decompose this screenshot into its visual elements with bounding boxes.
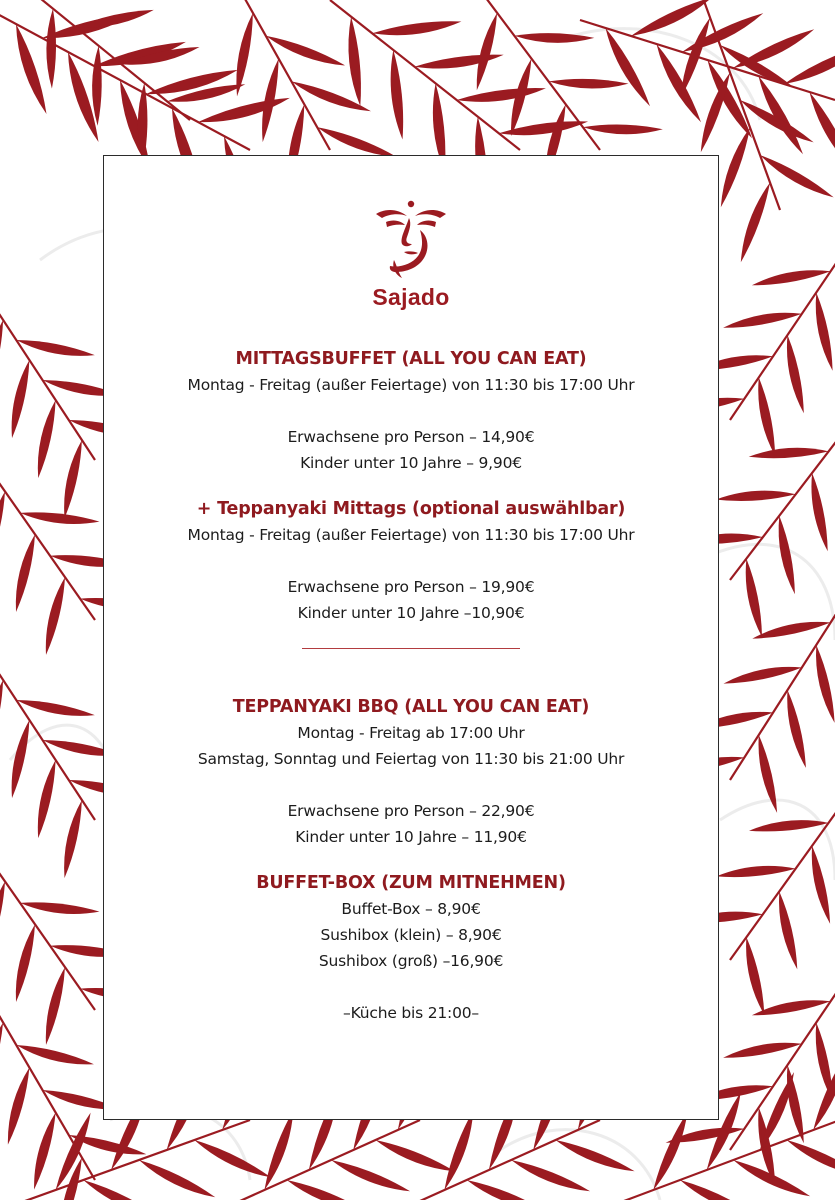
- price-adults: Erwachsene pro Person – 22,90€: [287, 802, 535, 820]
- section-hours: Montag - Freitag (außer Feiertage) von 11:30 bis 17:00 Uhr: [187, 376, 635, 394]
- divider: [302, 648, 520, 649]
- bamboo-leaf: [467, 1180, 546, 1200]
- bamboo-leaf: [816, 645, 835, 723]
- bamboo-leaf: [787, 335, 804, 413]
- bamboo-leaf: [236, 13, 253, 97]
- bamboo-leaf: [631, 0, 712, 36]
- bamboo-leaf: [194, 1140, 270, 1177]
- bamboo-leaf: [787, 690, 806, 768]
- bamboo-leaf: [391, 50, 404, 140]
- bamboo-leaf: [720, 45, 794, 87]
- section-hours: Montag - Freitag (außer Feiertage) von 11:30 bis 17:00 Uhr: [187, 526, 635, 544]
- bamboo-leaf: [723, 313, 802, 328]
- bamboo-leaf: [556, 1140, 635, 1171]
- menu-card: [103, 155, 719, 1120]
- price-children: Kinder unter 10 Jahre –10,90€: [297, 604, 525, 622]
- section-title: + Teppanyaki Mittags (optional auswählbar): [196, 499, 626, 519]
- price-adults: Erwachsene pro Person – 19,90€: [287, 578, 535, 596]
- section-hours: Montag - Freitag ab 17:00 Uhr: [297, 724, 525, 742]
- bamboo-leaf: [583, 125, 663, 135]
- bamboo-leaf: [34, 1113, 56, 1190]
- brand-name: Sajado: [372, 284, 450, 310]
- bamboo-leaf: [139, 1160, 215, 1197]
- bamboo-leaf: [83, 1180, 159, 1200]
- bamboo-leaf: [0, 881, 5, 959]
- bamboo-leaf: [16, 1045, 94, 1064]
- bamboo-leaf: [287, 1180, 366, 1200]
- bamboo-leaf: [20, 512, 100, 524]
- bamboo-leaf: [198, 98, 290, 122]
- box-item: Buffet-Box – 8,90€: [341, 900, 481, 918]
- bamboo-leaf: [758, 378, 775, 456]
- bamboo-leaf: [549, 79, 629, 89]
- bamboo-leaf: [92, 46, 102, 126]
- bamboo-leaf: [681, 18, 710, 98]
- bamboo-leaf: [746, 559, 762, 637]
- bamboo-leaf: [46, 9, 56, 89]
- bamboo-leaf: [8, 1068, 30, 1145]
- bamboo-leaf: [787, 1065, 804, 1143]
- bamboo-leaf: [46, 967, 65, 1045]
- bamboo-leaf: [331, 1160, 410, 1191]
- bamboo-leaf: [317, 127, 397, 157]
- bamboo-leaf: [0, 680, 3, 758]
- bamboo-leaf: [741, 183, 770, 263]
- bamboo-leaf: [12, 360, 30, 438]
- section-title: TEPPANYAKI BBQ (ALL YOU CAN EAT): [232, 697, 590, 717]
- bamboo-leaf: [779, 891, 797, 969]
- bamboo-leaf: [680, 1180, 757, 1200]
- bamboo-leaf: [716, 866, 796, 877]
- bamboo-leaf: [64, 440, 82, 518]
- bamboo-leaf: [16, 700, 95, 716]
- bamboo-leaf: [749, 820, 829, 831]
- bamboo-leaf: [0, 320, 3, 398]
- section-title: BUFFET-BOX (ZUM MITNEHMEN): [256, 873, 566, 893]
- bamboo-leaf: [779, 516, 795, 595]
- bamboo-leaf: [376, 1140, 455, 1171]
- bamboo-leaf: [38, 400, 56, 478]
- bamboo-leaf: [724, 667, 802, 684]
- section-teppanyaki-mittags: [104, 496, 718, 626]
- logo: [104, 200, 718, 280]
- bamboo-leaf: [721, 128, 750, 208]
- bamboo-leaf: [749, 448, 829, 458]
- kitchen-hours-note: –Küche bis 21:00–: [343, 1004, 479, 1022]
- bamboo-leaf: [811, 473, 827, 551]
- bamboo-leaf: [457, 88, 546, 102]
- bamboo-leaf: [348, 17, 361, 107]
- menu-content: [104, 346, 718, 1026]
- bamboo-leaf: [787, 1140, 835, 1176]
- bamboo-leaf: [64, 800, 82, 878]
- bamboo-leaf: [0, 1023, 3, 1100]
- box-item: Sushibox (groß) –16,90€: [318, 952, 504, 970]
- bamboo-leaf: [16, 534, 35, 612]
- bamboo-leaf: [723, 1043, 802, 1058]
- price-children: Kinder unter 10 Jahre – 9,90€: [300, 454, 522, 472]
- bamboo-leaf: [784, 45, 835, 84]
- bamboo-leaf: [76, 10, 154, 28]
- bamboo-leaf: [12, 720, 30, 798]
- section-title: MITTAGSBUFFET (ALL YOU CAN EAT): [235, 349, 587, 369]
- bamboo-leaf: [760, 155, 834, 197]
- bamboo-leaf: [810, 92, 835, 170]
- bamboo-leaf: [372, 21, 461, 35]
- section-hours: Samstag, Sonntag und Feiertag von 11:30 bis 21:00 Uhr: [197, 750, 625, 768]
- bamboo-leaf: [812, 846, 830, 924]
- bamboo-leaf: [0, 491, 5, 569]
- section-teppanyaki-bbq: [104, 694, 718, 850]
- price-children: Kinder unter 10 Jahre – 11,90€: [295, 828, 527, 846]
- face-logo-icon: [372, 200, 450, 280]
- section-buffet-box: [104, 870, 718, 974]
- bamboo-leaf: [477, 13, 497, 90]
- price-adults: Erwachsene pro Person – 14,90€: [287, 428, 535, 446]
- bamboo-leaf: [38, 760, 56, 838]
- section-mittagsbuffet: [104, 346, 718, 476]
- bamboo-leaf: [511, 1160, 590, 1191]
- bamboo-leaf: [816, 293, 833, 371]
- bamboo-leaf: [746, 937, 764, 1015]
- bamboo-leaf: [716, 491, 796, 501]
- bamboo-leaf: [414, 55, 503, 69]
- bamboo-leaf: [752, 270, 831, 285]
- box-item: Sushibox (klein) – 8,90€: [320, 926, 502, 944]
- bamboo-leaf: [16, 340, 95, 356]
- bamboo-leaf: [752, 622, 830, 639]
- bamboo-leaf: [16, 924, 35, 1002]
- bamboo-leaf: [46, 577, 65, 655]
- bamboo-leaf: [20, 902, 100, 914]
